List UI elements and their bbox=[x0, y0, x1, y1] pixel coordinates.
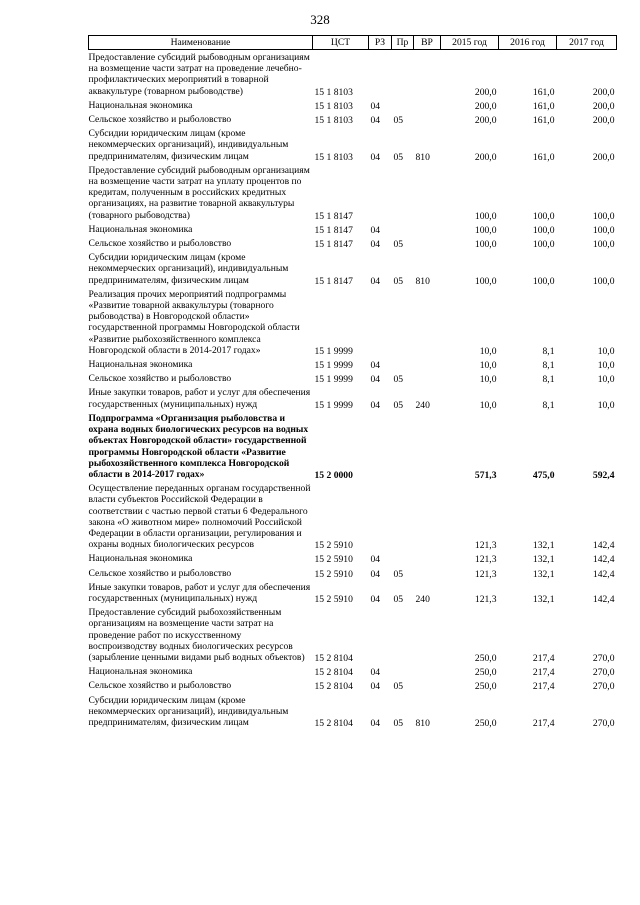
cell-cst: 15 2 5910 bbox=[314, 568, 353, 580]
cell-vr bbox=[414, 481, 441, 551]
table-row bbox=[89, 250, 617, 287]
cell-2016: 217,4 bbox=[532, 667, 555, 679]
cell-name: Национальная экономика bbox=[88, 666, 193, 678]
cell-2015: 250,0 bbox=[474, 717, 497, 729]
cell-vr bbox=[414, 678, 441, 692]
cell-rz: 04 bbox=[370, 360, 381, 372]
cell-rz: 04 bbox=[370, 100, 381, 112]
cell-rz bbox=[369, 163, 392, 222]
cell-2017: 100,0 bbox=[592, 224, 615, 236]
cell-2016: 217,4 bbox=[532, 652, 555, 664]
cell-cst: 15 1 9999 bbox=[314, 360, 353, 372]
cell-rz: 04 bbox=[370, 115, 381, 127]
cell-pr bbox=[392, 98, 414, 112]
cell-cst: 15 1 8147 bbox=[314, 275, 353, 287]
cell-2015: 10,0 bbox=[479, 345, 497, 357]
cell-name: Национальная экономика bbox=[88, 359, 193, 371]
cell-2015: 10,0 bbox=[479, 360, 497, 372]
cell-name: Осуществление переданных органам государственной власти субъектов Российской Федерации в соответствии с частью первой статьи 6 Федерального закона «О животном мире» полномочий Российской Федерации в области организации, регулирования и охраны водных биологических ресурсов bbox=[88, 483, 311, 551]
cell-2017: 270,0 bbox=[592, 652, 615, 664]
cell-pr bbox=[392, 163, 414, 222]
cell-2016: 161,0 bbox=[532, 115, 555, 127]
cell-2016: 161,0 bbox=[532, 151, 555, 163]
cell-2016: 132,1 bbox=[532, 554, 555, 566]
cell-2017: 10,0 bbox=[597, 399, 615, 411]
cell-2015: 121,3 bbox=[474, 593, 497, 605]
table-row bbox=[89, 163, 617, 222]
table-row bbox=[89, 693, 617, 730]
cell-cst: 15 1 8103 bbox=[314, 151, 353, 163]
cell-cst: 15 2 8104 bbox=[314, 667, 353, 679]
header-pr: Пр bbox=[392, 36, 414, 50]
cell-rz bbox=[369, 605, 392, 664]
cell-rz: 04 bbox=[370, 239, 381, 251]
cell-rz: 04 bbox=[370, 681, 381, 693]
cell-vr bbox=[414, 664, 441, 678]
cell-2015: 250,0 bbox=[474, 652, 497, 664]
cell-rz: 04 bbox=[370, 554, 381, 566]
cell-2015: 121,3 bbox=[474, 554, 497, 566]
cell-pr: 05 bbox=[393, 681, 404, 693]
header-2017: 2017 год bbox=[557, 36, 617, 50]
cell-2016: 100,0 bbox=[532, 210, 555, 222]
cell-2017: 270,0 bbox=[592, 667, 615, 679]
cell-vr: 810 bbox=[415, 275, 430, 287]
cell-2017: 100,0 bbox=[592, 210, 615, 222]
table-row bbox=[89, 678, 617, 692]
cell-2016: 132,1 bbox=[532, 593, 555, 605]
cell-name: Субсидии юридическим лицам (кроме некоммерческих организаций), индивидуальным предпринимателям, физическим лицам bbox=[88, 252, 289, 286]
cell-name: Предоставление субсидий рыбохозяйственным организациям на возмещение части затрат на проведение работ по искусственному воспроизводству водных биологических ресурсов (зарыбление ценными видами рыб водных объектов) bbox=[88, 607, 305, 663]
table-body bbox=[89, 50, 617, 730]
header-vr: ВР bbox=[414, 36, 441, 50]
cell-2017: 142,4 bbox=[592, 568, 615, 580]
cell-pr: 05 bbox=[393, 115, 404, 127]
cell-pr: 05 bbox=[393, 275, 404, 287]
table-row bbox=[89, 98, 617, 112]
cell-vr bbox=[414, 411, 441, 481]
cell-rz: 04 bbox=[370, 275, 381, 287]
cell-rz bbox=[369, 481, 392, 551]
cell-cst: 15 1 9999 bbox=[314, 345, 353, 357]
cell-2016: 161,0 bbox=[532, 86, 555, 98]
cell-vr bbox=[414, 98, 441, 112]
table-row bbox=[89, 580, 617, 605]
cell-name: Предоставление субсидий рыбоводным организациям на возмещение части затрат на уплату процентов по кредитам, полученным в российских кредитных организациях, на развитие товарной аквакультуры (товарного рыбоводства) bbox=[88, 164, 310, 221]
cell-2015: 121,3 bbox=[474, 540, 497, 552]
cell-2016: 8,1 bbox=[542, 399, 555, 411]
cell-rz bbox=[369, 287, 392, 357]
cell-2017: 100,0 bbox=[592, 275, 615, 287]
cell-2016: 132,1 bbox=[532, 540, 555, 552]
table-row bbox=[89, 411, 617, 481]
cell-name: Национальная экономика bbox=[88, 553, 193, 565]
cell-2017: 270,0 bbox=[592, 681, 615, 693]
cell-cst: 15 1 8103 bbox=[314, 86, 353, 98]
cell-name: Реализация прочих мероприятий подпрограммы «Развитие товарной аквакультуры (товарного рыбоводства) в Новгородской области» государственной программы Новгородской области «Развитие рыбохозяйственного комплекса Новгородской области в 2014-2017 годах» bbox=[88, 288, 300, 356]
cell-pr: 05 bbox=[393, 717, 404, 729]
cell-vr bbox=[414, 566, 441, 580]
table-header bbox=[89, 36, 617, 50]
cell-name: Субсидии юридическим лицам (кроме некоммерческих организаций), индивидуальным предпринимателям, физическим лицам bbox=[88, 694, 289, 728]
cell-2015: 200,0 bbox=[474, 100, 497, 112]
header-2016: 2016 год bbox=[499, 36, 557, 50]
table-row bbox=[89, 236, 617, 250]
cell-cst: 15 1 8147 bbox=[314, 239, 353, 251]
cell-vr: 240 bbox=[415, 399, 430, 411]
cell-vr bbox=[414, 287, 441, 357]
table-row bbox=[89, 287, 617, 357]
cell-2017: 142,4 bbox=[592, 593, 615, 605]
cell-2015: 10,0 bbox=[479, 399, 497, 411]
cell-pr bbox=[392, 411, 414, 481]
cell-pr bbox=[392, 481, 414, 551]
cell-vr bbox=[414, 163, 441, 222]
cell-vr bbox=[414, 222, 441, 236]
cell-2017: 200,0 bbox=[592, 115, 615, 127]
cell-pr bbox=[392, 222, 414, 236]
header-2015: 2015 год bbox=[441, 36, 499, 50]
cell-name: Национальная экономика bbox=[88, 99, 193, 111]
cell-pr bbox=[392, 357, 414, 371]
cell-2016: 132,1 bbox=[532, 568, 555, 580]
cell-rz: 04 bbox=[370, 399, 381, 411]
table-row bbox=[89, 566, 617, 580]
cell-vr: 810 bbox=[415, 717, 430, 729]
cell-pr bbox=[392, 605, 414, 664]
cell-pr bbox=[392, 664, 414, 678]
cell-name: Субсидии юридическим лицам (кроме некоммерческих организаций), индивидуальным предпринимателям, физическим лицам bbox=[88, 128, 289, 162]
cell-pr: 05 bbox=[393, 151, 404, 163]
cell-name: Сельское хозяйство и рыболовство bbox=[88, 373, 232, 385]
cell-2017: 10,0 bbox=[597, 374, 615, 386]
cell-vr bbox=[414, 50, 441, 98]
table-row bbox=[89, 664, 617, 678]
header-cst: ЦСТ bbox=[313, 36, 369, 50]
cell-rz: 04 bbox=[370, 151, 381, 163]
cell-2016: 217,4 bbox=[532, 681, 555, 693]
table-row bbox=[89, 112, 617, 126]
cell-cst: 15 1 8103 bbox=[314, 100, 353, 112]
cell-vr: 810 bbox=[415, 151, 430, 163]
cell-2015: 100,0 bbox=[474, 224, 497, 236]
table-row bbox=[89, 605, 617, 664]
table-row bbox=[89, 371, 617, 385]
cell-2017: 592,4 bbox=[592, 469, 615, 481]
cell-2015: 200,0 bbox=[474, 151, 497, 163]
table-row bbox=[89, 385, 617, 410]
table-row bbox=[89, 50, 617, 98]
header-name: Наименование bbox=[89, 36, 313, 50]
cell-2016: 100,0 bbox=[532, 239, 555, 251]
cell-2015: 100,0 bbox=[474, 210, 497, 222]
table-row bbox=[89, 481, 617, 551]
cell-rz: 04 bbox=[370, 568, 381, 580]
cell-2017: 270,0 bbox=[592, 717, 615, 729]
cell-cst: 15 1 9999 bbox=[314, 374, 353, 386]
cell-2016: 100,0 bbox=[532, 224, 555, 236]
cell-2015: 100,0 bbox=[474, 275, 497, 287]
cell-vr bbox=[414, 371, 441, 385]
cell-2015: 200,0 bbox=[474, 86, 497, 98]
cell-2017: 142,4 bbox=[592, 554, 615, 566]
cell-cst: 15 2 8104 bbox=[314, 652, 353, 664]
table-row bbox=[89, 222, 617, 236]
cell-pr: 05 bbox=[393, 239, 404, 251]
cell-cst: 15 1 8147 bbox=[314, 210, 353, 222]
cell-pr: 05 bbox=[393, 568, 404, 580]
cell-2017: 200,0 bbox=[592, 151, 615, 163]
page-number: 328 bbox=[310, 12, 330, 27]
cell-2015: 571,3 bbox=[474, 469, 497, 481]
cell-rz bbox=[369, 50, 392, 98]
cell-2015: 100,0 bbox=[474, 239, 497, 251]
cell-2015: 121,3 bbox=[474, 568, 497, 580]
cell-2015: 200,0 bbox=[474, 115, 497, 127]
cell-cst: 15 1 8147 bbox=[314, 224, 353, 236]
cell-2017: 10,0 bbox=[597, 345, 615, 357]
cell-rz: 04 bbox=[370, 374, 381, 386]
cell-2016: 475,0 bbox=[532, 469, 555, 481]
cell-name: Сельское хозяйство и рыболовство bbox=[88, 680, 232, 692]
cell-name: Сельское хозяйство и рыболовство bbox=[88, 238, 232, 250]
cell-rz: 04 bbox=[370, 224, 381, 236]
table-row bbox=[89, 357, 617, 371]
cell-2016: 8,1 bbox=[542, 374, 555, 386]
cell-cst: 15 1 9999 bbox=[314, 399, 353, 411]
cell-name: Предоставление субсидий рыбоводным организациям на возмещение части затрат на проведение лечебно-профилактических мероприятий в товарной аквакультуре (товарном рыбоводстве) bbox=[88, 52, 310, 97]
cell-2016: 217,4 bbox=[532, 717, 555, 729]
cell-cst: 15 2 5910 bbox=[314, 540, 353, 552]
cell-2017: 200,0 bbox=[592, 100, 615, 112]
budget-table bbox=[88, 35, 617, 729]
cell-vr bbox=[414, 112, 441, 126]
cell-pr bbox=[392, 551, 414, 565]
cell-2016: 161,0 bbox=[532, 100, 555, 112]
cell-pr: 05 bbox=[393, 593, 404, 605]
cell-name: Национальная экономика bbox=[88, 223, 193, 235]
cell-name: Подпрограмма «Организация рыболовства и охрана водных биологических ресурсов на водных объектах Новгородской области» государственной программы Новгородской области «Развитие рыбохозяйственного комплекса Новгородской области в 2014-2017 годах» bbox=[88, 412, 309, 480]
cell-2015: 250,0 bbox=[474, 681, 497, 693]
cell-name: Сельское хозяйство и рыболовство bbox=[88, 567, 232, 579]
cell-2015: 10,0 bbox=[479, 374, 497, 386]
cell-2016: 100,0 bbox=[532, 275, 555, 287]
cell-2017: 200,0 bbox=[592, 86, 615, 98]
table-row bbox=[89, 126, 617, 163]
cell-pr bbox=[392, 50, 414, 98]
cell-name: Иные закупки товаров, работ и услуг для обеспечения государственных (муниципальных) нужд bbox=[88, 387, 311, 410]
header-rz: РЗ bbox=[369, 36, 392, 50]
cell-2017: 100,0 bbox=[592, 239, 615, 251]
cell-rz: 04 bbox=[370, 717, 381, 729]
cell-rz: 04 bbox=[370, 593, 381, 605]
cell-cst: 15 2 8104 bbox=[314, 681, 353, 693]
cell-vr: 240 bbox=[415, 593, 430, 605]
cell-cst: 15 2 8104 bbox=[314, 717, 353, 729]
cell-cst: 15 1 8103 bbox=[314, 115, 353, 127]
cell-rz bbox=[369, 411, 392, 481]
cell-rz: 04 bbox=[370, 667, 381, 679]
cell-cst: 15 2 5910 bbox=[314, 554, 353, 566]
cell-cst: 15 2 0000 bbox=[314, 469, 353, 481]
cell-2016: 8,1 bbox=[542, 360, 555, 372]
cell-name: Сельское хозяйство и рыболовство bbox=[88, 114, 232, 126]
cell-pr bbox=[392, 287, 414, 357]
table-row bbox=[89, 551, 617, 565]
cell-cst: 15 2 5910 bbox=[314, 593, 353, 605]
cell-vr bbox=[414, 236, 441, 250]
cell-2016: 8,1 bbox=[542, 345, 555, 357]
cell-vr bbox=[414, 357, 441, 371]
cell-2015: 250,0 bbox=[474, 667, 497, 679]
cell-2017: 10,0 bbox=[597, 360, 615, 372]
cell-pr: 05 bbox=[393, 399, 404, 411]
cell-vr bbox=[414, 605, 441, 664]
cell-2017: 142,4 bbox=[592, 540, 615, 552]
cell-name: Иные закупки товаров, работ и услуг для обеспечения государственных (муниципальных) нужд bbox=[88, 581, 311, 604]
cell-pr: 05 bbox=[393, 374, 404, 386]
cell-vr bbox=[414, 551, 441, 565]
